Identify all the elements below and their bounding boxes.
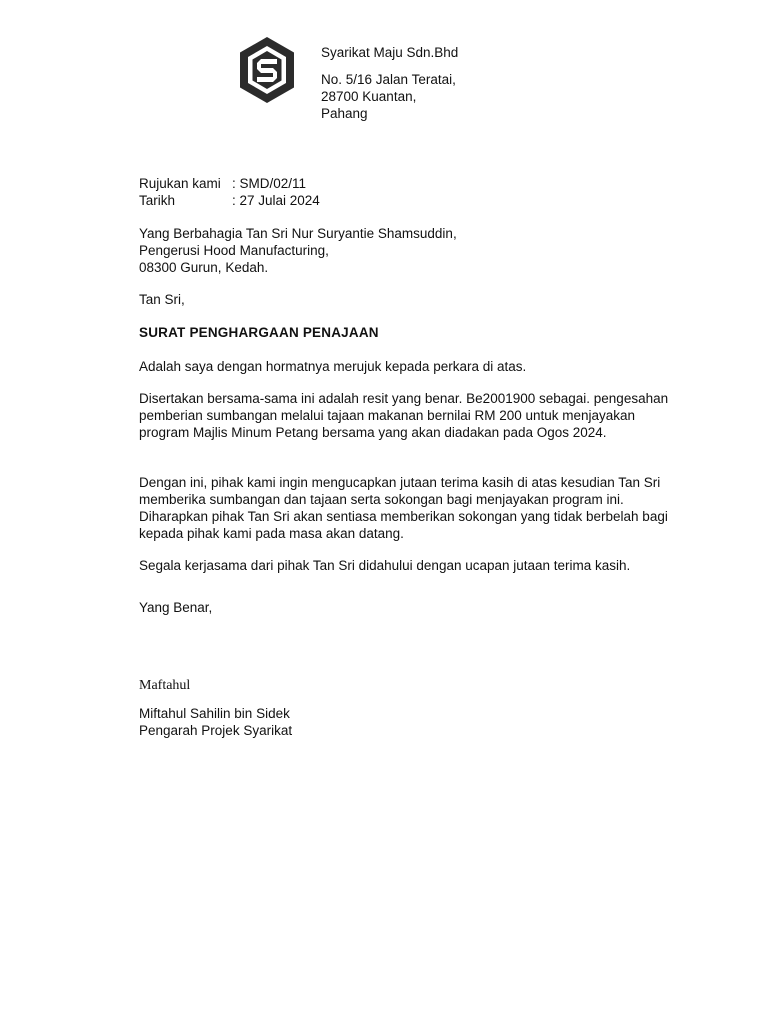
signer-name: Miftahul Sahilin bin Sidek <box>139 706 290 721</box>
recipient-line: Yang Berbahagia Tan Sri Nur Suryantie Shamsuddin, <box>139 226 457 241</box>
paragraph: Segala kerjasama dari pihak Tan Sri didahului dengan ucapan jutaan terima kasih. <box>139 558 631 573</box>
address-line: No. 5/16 Jalan Teratai, <box>321 72 456 87</box>
reference-value: : SMD/02/11 <box>232 176 307 191</box>
company-name: Syarikat Maju Sdn.Bhd <box>321 45 459 60</box>
paragraph: Adalah saya dengan hormatnya merujuk kepada perkara di atas. <box>139 359 527 374</box>
recipient-line: 08300 Gurun, Kedah. <box>139 260 269 275</box>
letter-subject: SURAT PENGHARGAAN PENAJAAN <box>139 325 379 340</box>
paragraph: Disertakan bersama-sama ini adalah resit yang benar. Be2001900 sebagai. pengesahan pemberian sumbangan melalui tajaan makanan bernilai RM 200 untuk menjayakan program Majlis Minum Petang bersama yang akan diadakan pada Ogos 2024. <box>139 391 669 440</box>
date-value: : 27 Julai 2024 <box>232 193 320 208</box>
date-row <box>139 192 320 209</box>
address-line: 28700 Kuantan, <box>321 89 417 104</box>
reference-block <box>139 175 320 209</box>
salutation: Tan Sri, <box>139 292 185 307</box>
address-line: Pahang <box>321 106 368 121</box>
recipient-block <box>139 225 457 276</box>
recipient-line: Pengerusi Hood Manufacturing, <box>139 243 329 258</box>
closing: Yang Benar, <box>139 600 213 615</box>
date-label: Tarikh <box>139 193 176 208</box>
company-logo-icon <box>237 35 297 105</box>
handwritten-signature: Maftahul <box>139 678 191 693</box>
company-address <box>321 71 456 122</box>
reference-label: Rujukan kami <box>139 176 221 191</box>
signer-title: Pengarah Projek Syarikat <box>139 723 293 738</box>
signer-block <box>139 705 292 739</box>
reference-row <box>139 175 320 192</box>
paragraph: Dengan ini, pihak kami ingin mengucapkan jutaan terima kasih di atas kesudian Tan Sri memberika sumbangan dan tajaan serta sokongan bagi menjayakan program ini. Diharapkan pihak Tan Sri akan sentiasa memberikan sokongan yang tidak berbelah bagi kepada pihak kami pada masa akan datang. <box>139 475 668 541</box>
